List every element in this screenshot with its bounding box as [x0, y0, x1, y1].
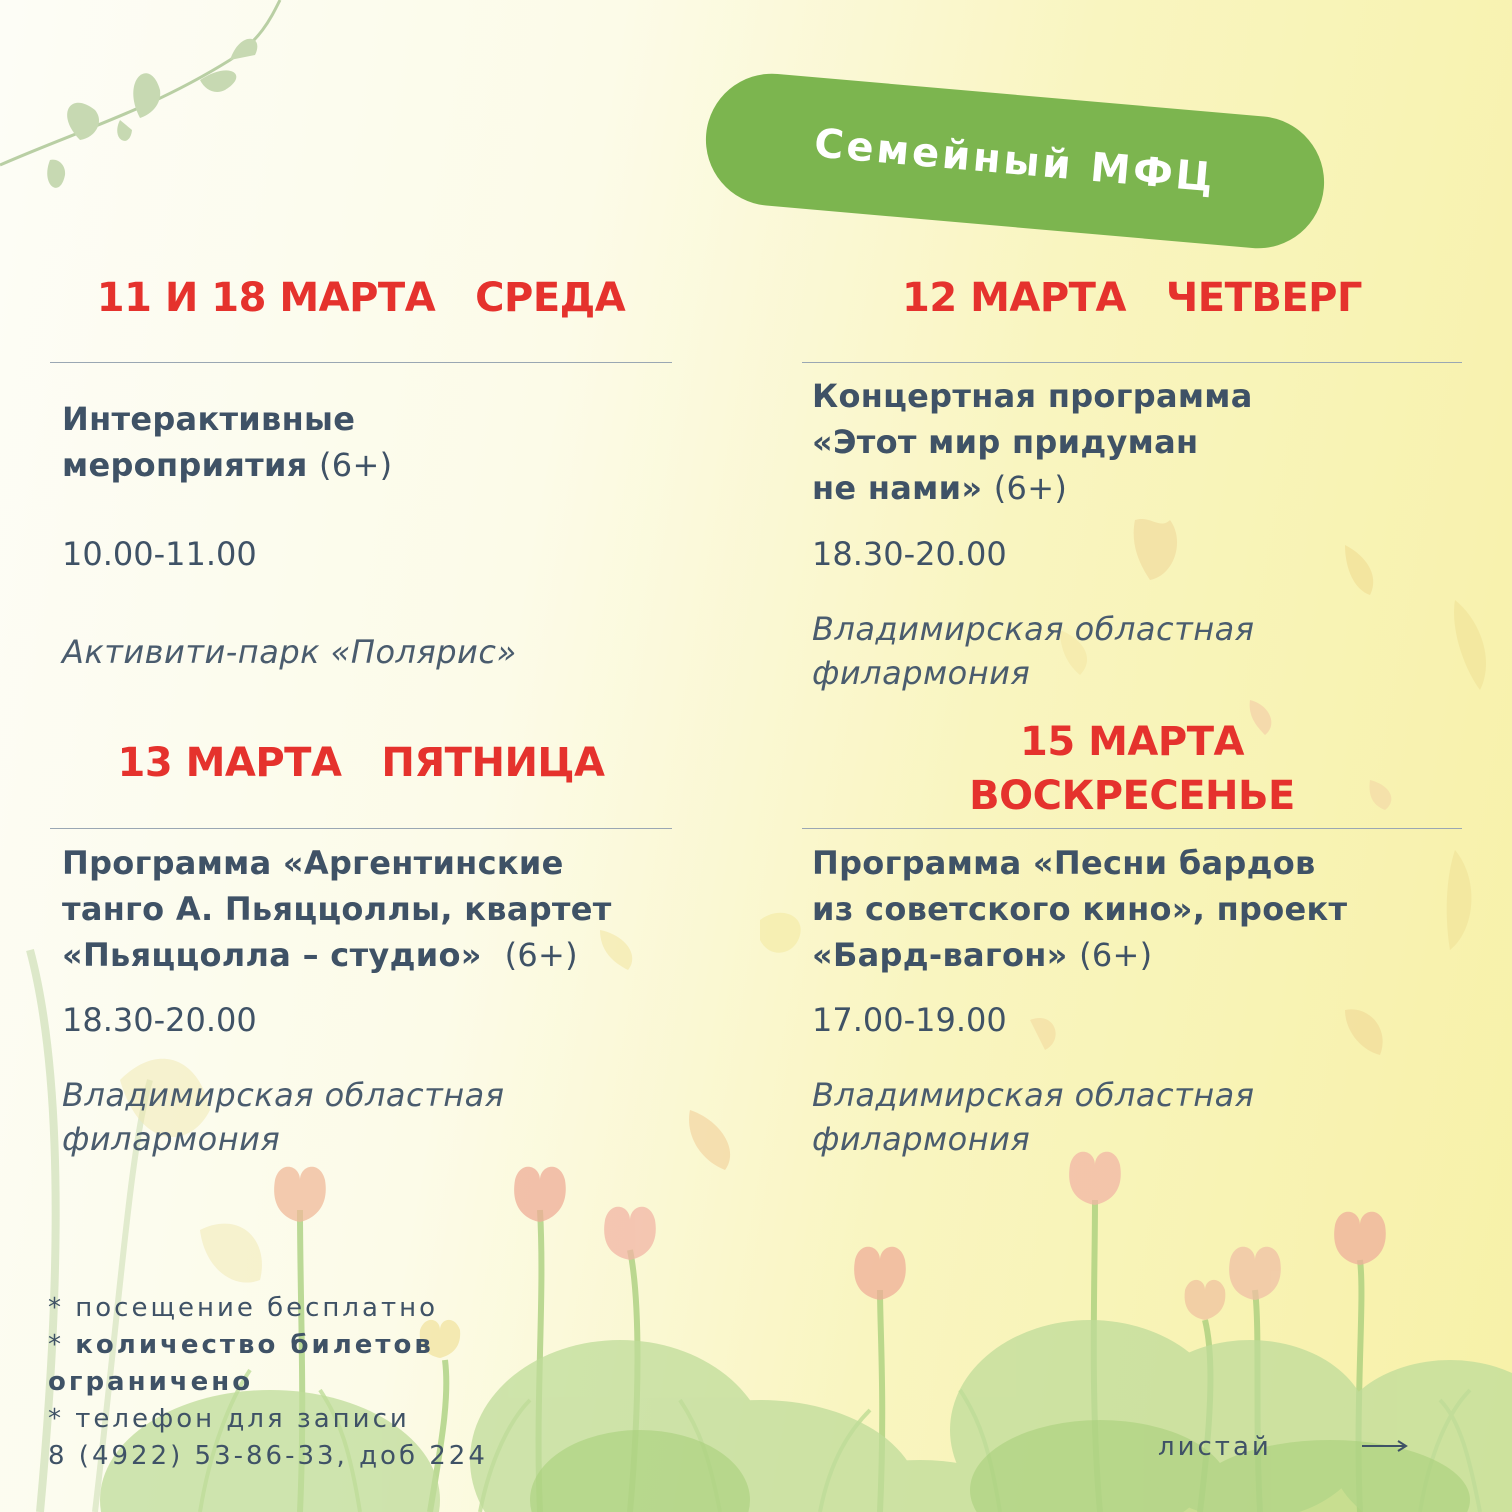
event-4-divider	[802, 828, 1462, 829]
event-3-place	[62, 1073, 505, 1161]
event-3-title-line-3: «Пьяццолла – студио»	[62, 936, 482, 974]
event-1-divider	[50, 362, 672, 363]
event-2-title-line-1: Концертная программа	[812, 377, 1253, 415]
event-3-title-line-2: танго А. Пьяццоллы, квартет	[62, 890, 612, 928]
event-3-title	[62, 840, 612, 978]
event-4-weekday: ВОСКРЕСЕНЬЕ	[969, 773, 1295, 819]
event-1-title-line-1: Интерактивные	[62, 400, 356, 438]
event-3-age-rating: (6+)	[504, 936, 578, 974]
note-limited-tickets	[48, 1327, 488, 1364]
event-1-weekday: СРЕДА	[475, 275, 626, 321]
event-2-place-line-1: Владимирская областная	[812, 610, 1255, 648]
event-4-place-line-1: Владимирская областная	[812, 1076, 1255, 1114]
event-2-place	[812, 607, 1255, 695]
event-3-date: 13 МАРТА	[117, 740, 342, 786]
event-2-weekday: ЧЕТВЕРГ	[1165, 275, 1362, 321]
event-4-title-line-3: «Бард-вагон»	[812, 936, 1068, 974]
event-3-weekday: ПЯТНИЦА	[381, 740, 605, 786]
event-2-age-rating: (6+)	[993, 469, 1068, 507]
footer-notes	[48, 1290, 488, 1475]
event-2-title-line-3: не нами»	[812, 469, 983, 507]
badge-label: Семейный МФЦ	[812, 120, 1218, 202]
note-limited-tickets-line-1: количество билетов	[75, 1330, 434, 1360]
event-2-date: 12 МАРТА	[902, 275, 1126, 321]
event-4-title-line-2: из советского кино», проект	[812, 890, 1348, 928]
note-bullet: *	[48, 1330, 76, 1360]
event-1-place	[62, 630, 517, 674]
note-phone-number: 8 (4922) 53-86-33, доб 224	[48, 1441, 488, 1471]
event-1-date: 11 И 18 МАРТА	[96, 275, 436, 321]
event-4-title-line-1: Программа «Песни бардов	[812, 844, 1316, 882]
swipe-hint[interactable]: листай	[1158, 1432, 1272, 1462]
event-4-title	[812, 840, 1347, 978]
note-free-entry: * посещение бесплатно	[48, 1293, 439, 1323]
arrow-right-icon[interactable]	[1360, 1436, 1410, 1456]
event-3-time: 18.30-20.00	[62, 1001, 257, 1039]
event-4-place-line-2: филармония	[812, 1120, 1031, 1158]
event-1-time: 10.00-11.00	[62, 535, 257, 573]
event-1-place-line-1: Активити-парк «Полярис»	[62, 633, 517, 671]
event-2-time: 18.30-20.00	[812, 535, 1007, 573]
event-3-title-line-1: Программа «Аргентинские	[62, 844, 564, 882]
event-1-age-rating: (6+)	[319, 446, 393, 484]
event-2-place-line-2: филармония	[812, 654, 1031, 692]
event-1-title-line-2: мероприятия	[62, 446, 308, 484]
event-1-title	[62, 396, 392, 488]
event-4-time: 17.00-19.00	[812, 1001, 1007, 1039]
event-4-place	[812, 1073, 1255, 1161]
event-2-date-heading	[802, 275, 1462, 321]
event-2-divider	[802, 362, 1462, 363]
event-2-title	[812, 373, 1253, 511]
event-3-date-heading	[50, 740, 672, 786]
note-limited-tickets-line-2: ограничено	[48, 1367, 254, 1397]
event-4-date: 15 МАРТА	[1020, 719, 1244, 765]
event-4-date-heading	[802, 715, 1462, 823]
note-phone-label: * телефон для записи	[48, 1404, 410, 1434]
event-3-place-line-1: Владимирская областная	[62, 1076, 505, 1114]
event-3-divider	[50, 828, 672, 829]
event-1-date-heading	[50, 275, 672, 321]
event-3-place-line-2: филармония	[62, 1120, 281, 1158]
event-4-age-rating: (6+)	[1079, 936, 1153, 974]
event-2-title-line-2: «Этот мир придуман	[812, 423, 1199, 461]
